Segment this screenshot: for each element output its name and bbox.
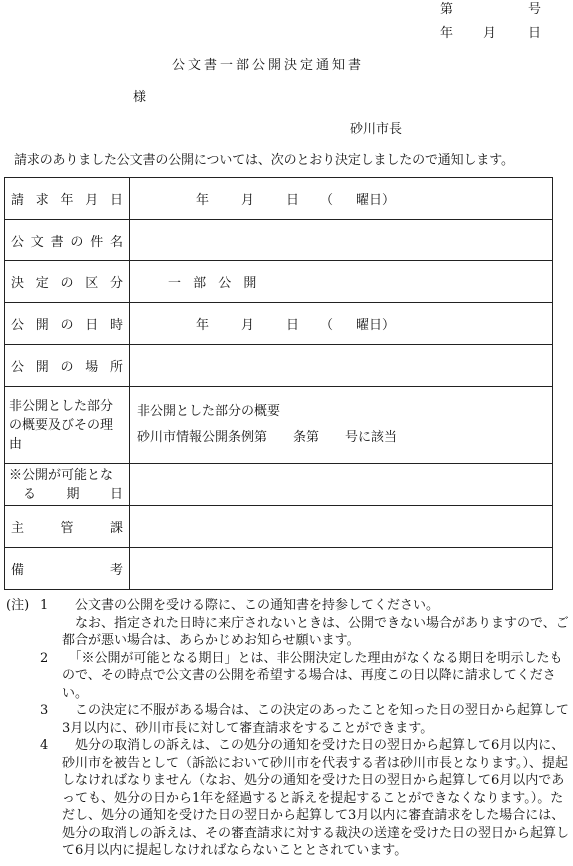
- note-number: 3: [40, 703, 49, 718]
- note-mark: (注): [6, 598, 30, 613]
- label-disclosure-place-char: 開: [35, 360, 49, 375]
- note-indent: [6, 702, 40, 737]
- label-disclosure-place-char: 公: [11, 360, 25, 375]
- label-available-date-2-char: 日: [109, 486, 123, 502]
- request-date-paren: （: [320, 192, 334, 208]
- note-indent: [6, 737, 40, 860]
- row-request-date: [5, 178, 553, 220]
- note-text: 公文書の公開を受ける際に、この通知書を持参してください。: [62, 598, 440, 613]
- note-number: 4: [40, 738, 49, 753]
- row-available-date: [5, 464, 553, 506]
- value-disclosure-place: [130, 345, 553, 387]
- sender-name: 砂川市長: [350, 122, 403, 137]
- intro-text: 請求のありました公文書の公開については、次のとおり決定しましたので通知します。: [14, 153, 514, 168]
- row-disclosure-datetime: [5, 303, 553, 345]
- label-department: [5, 517, 129, 536]
- label-request-date-char: 請: [11, 193, 25, 208]
- label-remarks-char: 考: [109, 563, 123, 578]
- label-decision-type: [5, 272, 129, 291]
- value-decision-type: 一 部 公 開: [168, 276, 261, 291]
- date-tsuki: 月: [483, 26, 497, 41]
- note-item: [6, 650, 572, 703]
- label-department-char: 課: [109, 521, 123, 536]
- label-nondisclosed-3: 由: [9, 436, 23, 452]
- request-date-weekday: 曜日）: [356, 192, 396, 208]
- document-title: 公文書一部公開決定通知書: [172, 58, 365, 73]
- row-document-name: [5, 220, 553, 261]
- label-disclosure-place-char: 所: [109, 360, 123, 375]
- note-text: 処分の取消しの訴えは、この処分の通知を受けた日の翌日から起算して6月以内に、砂川市を被告として（訴訟において砂川市を代表する者は砂川市長となります。）、提起しなければなりません（なお、処分の通知を受けた日の翌日から起算して6月以内であっても、処分の日から1年を経過すると訴えを提起することができなくなります。）。ただし、処分の通知を受けた日の翌日から起算して3月以内に審査請求をした場合には、処分の取消しの訴えは、その審査請求に対する裁決の送達を受けた日の翌日から起算して6月以内に提起しなければならないこととされています。: [62, 738, 570, 858]
- note-item: [6, 597, 572, 615]
- label-request-date-char: 月: [85, 193, 99, 208]
- note-indent: [6, 650, 40, 703]
- note-text: なお、指定された日時に来庁されないときは、公開できない場合がありますので、ご都合が悪い場合は、あらかじめお知らせ願います。: [62, 615, 569, 648]
- label-remarks-char: 備: [11, 563, 25, 578]
- label-decision-type-char: の: [60, 276, 74, 291]
- label-document-name-char: 名: [109, 234, 123, 250]
- row-disclosure-place: [5, 345, 553, 387]
- label-document-name-char: 書: [50, 234, 64, 250]
- note-number: 1: [40, 598, 49, 613]
- disclosure-hi: 日: [286, 317, 300, 333]
- row-nondisclosed: [5, 387, 553, 464]
- label-available-date-2-char: 期: [66, 486, 80, 502]
- label-department-char: 管: [60, 521, 74, 536]
- note-text: 「※公開が可能となる期日」とは、非公開決定した理由がなくなる期日を明示したもので、その時点で公文書の公開を希望する場合は、再度この日以降に請求してください。: [62, 650, 563, 701]
- note-item: [6, 615, 572, 650]
- value-nondisclosed-ordinance: 砂川市情報公開条例第 条第 号に該当: [137, 430, 398, 445]
- label-request-date: [5, 189, 129, 208]
- disclosure-paren: （: [320, 317, 334, 333]
- label-disclosure-datetime: [5, 314, 129, 333]
- label-request-date-char: 年: [60, 193, 74, 208]
- request-date-hi: 日: [286, 192, 300, 208]
- addressee-suffix: 様: [133, 90, 147, 105]
- label-disclosure-datetime-char: 開: [35, 318, 49, 333]
- label-disclosure-datetime-char: 公: [11, 318, 25, 333]
- row-remarks: [5, 548, 553, 590]
- label-disclosure-datetime-char: 日: [85, 318, 99, 333]
- date-hi: 日: [528, 26, 542, 41]
- label-decision-type-char: 分: [109, 276, 123, 291]
- notes-section: [6, 597, 572, 860]
- label-decision-type-char: 決: [11, 276, 25, 291]
- label-request-date-char: 求: [35, 193, 49, 208]
- value-document-name: [130, 220, 553, 261]
- value-remarks: [130, 548, 553, 590]
- number-label-go: 号: [528, 2, 542, 17]
- disclosure-nen: 年: [196, 317, 210, 333]
- decision-table: [4, 177, 553, 590]
- label-request-date-char: 日: [109, 193, 123, 208]
- label-remarks: [5, 559, 129, 578]
- value-disclosure-datetime: [130, 314, 552, 334]
- value-nondisclosed-summary: 非公開とした部分の概要: [137, 404, 281, 419]
- value-department: [130, 506, 553, 548]
- label-document-name-char: の: [70, 234, 84, 250]
- note-indent: [6, 615, 40, 650]
- label-available-date-2-char: る: [23, 486, 37, 502]
- request-date-tsuki: 月: [241, 192, 255, 208]
- label-document-name: [5, 231, 129, 250]
- note-item: [6, 702, 572, 737]
- note-number: 2: [40, 650, 49, 666]
- date-nen: 年: [440, 26, 454, 41]
- note-text: この決定に不服がある場合は、この決定のあったことを知った日の翌日から起算して3月以内に、砂川市長に対して審査請求をすることができます。: [62, 703, 569, 736]
- label-disclosure-place: [5, 356, 129, 375]
- label-disclosure-datetime-char: 時: [109, 318, 123, 333]
- disclosure-tsuki: 月: [241, 317, 255, 333]
- number-label-dai: 第: [440, 2, 454, 17]
- label-document-name-char: 文: [30, 234, 44, 250]
- label-disclosure-place-char: の: [60, 360, 74, 375]
- label-document-name-char: 件: [90, 234, 104, 250]
- label-available-date-2: [9, 485, 129, 504]
- label-disclosure-datetime-char: の: [60, 318, 74, 333]
- label-decision-type-char: 区: [85, 276, 99, 291]
- note-item: [6, 737, 572, 860]
- value-request-date: [130, 189, 552, 209]
- label-decision-type-char: 定: [35, 276, 49, 291]
- value-available-date: [130, 464, 553, 506]
- request-date-nen: 年: [196, 192, 210, 208]
- row-department: [5, 506, 553, 548]
- label-department-char: 主: [11, 521, 25, 536]
- label-available-date-1: ※公開が可能とな: [9, 467, 114, 483]
- label-nondisclosed-1: 非公開とした部分: [9, 398, 114, 414]
- label-nondisclosed-2: の概要及びその理: [9, 417, 114, 433]
- label-disclosure-place-char: 場: [85, 360, 99, 375]
- row-decision-type: [5, 261, 553, 303]
- label-document-name-char: 公: [11, 234, 25, 250]
- disclosure-weekday: 曜日）: [356, 317, 396, 333]
